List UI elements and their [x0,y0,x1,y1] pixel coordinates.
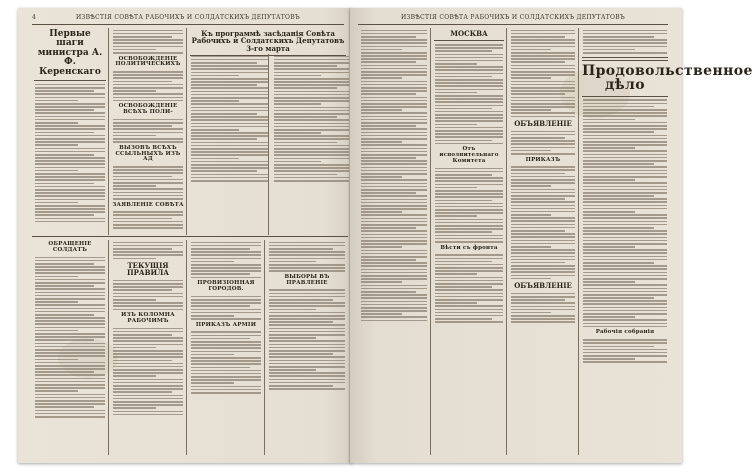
headline-moscow: МОСКВА [450,29,488,38]
right-col-1 [358,28,431,455]
left-bottom-col-4 [266,240,348,455]
article-kerensky-body [35,84,105,223]
headline-all-liberation: ОСВОБОЖДЕНІЕ ВСѢХЪ ПОЛИ- [118,103,178,116]
left-running-head-text: ИЗВѢСТІЯ СОВѢТА РАБОЧИХЪ И СОЛДАТСКИХЪ ДЕПУТАТОВЪ [76,14,300,21]
left-col-3-4 [188,28,348,235]
headline-program: Къ программѣ засѣданія Совѣта Рабочихъ и Солдатскихъ Депутатовъ 3-го марта [191,29,345,53]
headline-city: ПРОВИЗІОННАЯ ГОРОДОВ. [197,280,255,293]
right-col-2 [432,28,507,455]
headline-food: Продовольственное дѣло [582,62,753,94]
left-bottom-col-1 [32,240,109,455]
headline-second-announcement: ОБЪЯВЛЕНІЕ [514,281,572,291]
headline-order: ПРИКАЗЪ [525,156,561,163]
headline-announcement: ОБЪЯВЛЕНІЕ [514,119,572,129]
left-bottom-col-2 [110,240,187,455]
newspaper-spread [18,8,753,463]
right-col-4 [580,28,753,455]
left-bottom-col-3 [188,240,265,455]
left-page-number: 4 [32,14,37,21]
headline-order-army: ПРИКАЗЪ АРМІИ [195,321,257,328]
left-col-2 [110,28,187,235]
headline-exile: ВЫЗОВЪ ВСѢХЪ ССЫЛЬНЫХЪ ИЗЪ АД [115,144,181,163]
left-running-head [32,12,344,25]
headline-sailors: ОБРАЩЕНІЕ СОЛДАТЪ [48,241,92,253]
left-page [18,8,352,463]
right-page [350,8,753,463]
headline-elections: ВЫБОРЫ ВЪ ПРАВЛЕНІЕ [284,273,330,286]
headline-shemetov: ТЕКУЩІЯ ПРАВИЛА [127,261,169,278]
headline-liberation: ОСВОБОЖДЕНІЕ ПОЛИТИЧЕСКИХЪ [115,55,181,68]
right-col-3 [508,28,579,455]
left-col-1 [32,28,109,235]
headline-soviet-statement: ЗАЯВЛЕНІЕ СОВѢТА [112,201,184,208]
right-running-head [358,12,668,25]
headline-railways: Вѣсти съ фронта [440,244,498,251]
headline-meetings: Рабочія собранія [595,329,655,336]
headline-kerensky: Первые шаги министра А. Ф. Керенскаго [37,29,103,77]
headline-workers: ИЗЪ КОЛОМНА РАБОЧИМЪ [121,312,175,324]
headline-factories: Отъ исполнительнаго Комитета [439,146,499,164]
right-running-head-text: ИЗВѢСТІЯ СОВѢТА РАБОЧИХЪ И СОЛДАТСКИХЪ ДЕПУТАТОВЪ [401,14,625,21]
